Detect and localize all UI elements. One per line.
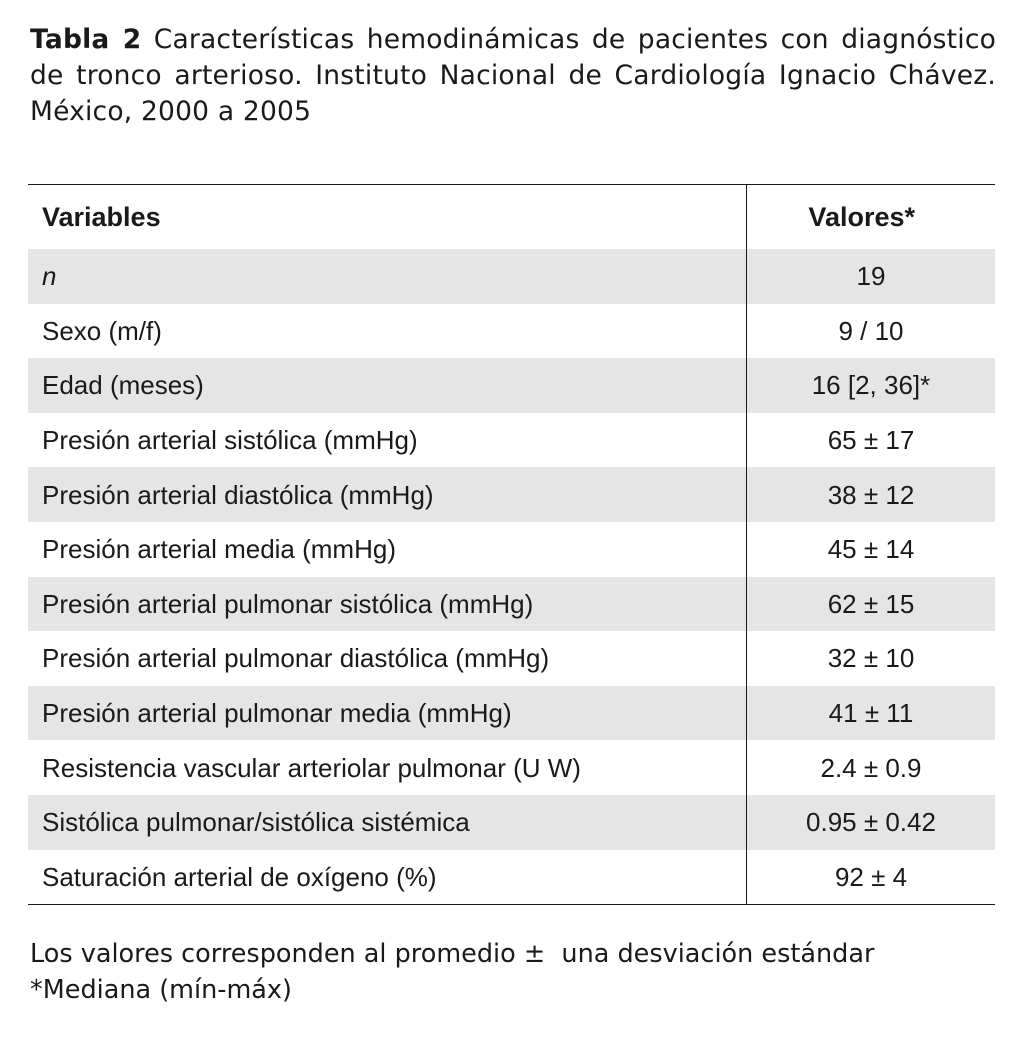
row-value: 62 ± 15 [747,577,996,632]
footnote-line-1: Los valores corresponden al promedio ± una desviación estándar [30,939,875,969]
table-row [28,631,995,686]
row-value: 92 ± 4 [747,850,996,905]
row-variable: Sistólica pulmonar/sistólica sistémica [28,795,747,850]
table-row [28,413,995,468]
row-value: 38 ± 12 [747,467,996,522]
row-value: 65 ± 17 [747,413,996,468]
row-variable: Sexo (m/f) [28,304,747,359]
row-variable: Presión arterial pulmonar sistólica (mmHg) [28,577,747,632]
row-value: 19 [747,249,996,304]
row-value: 9 / 10 [747,304,996,359]
row-variable: Edad (meses) [28,358,747,413]
header-row [28,185,995,249]
table-row [28,358,995,413]
table-row [28,686,995,741]
row-variable: Presión arterial pulmonar diastólica (mmHg) [28,631,747,686]
hemodynamic-table [28,184,995,905]
row-value: 16 [2, 36]* [747,358,996,413]
table-row [28,850,995,905]
table-row [28,795,995,850]
table-row [28,467,995,522]
row-value: 41 ± 11 [747,686,996,741]
row-value: 32 ± 10 [747,631,996,686]
table-row [28,249,995,304]
header-variables: Variables [28,185,747,249]
row-variable: Resistencia vascular arteriolar pulmonar (U W) [28,740,747,795]
table-row [28,577,995,632]
row-variable: n [28,249,747,304]
table-caption [30,22,996,130]
table-row [28,304,995,359]
header-values: Valores* [747,185,996,249]
row-variable: Presión arterial media (mmHg) [28,522,747,577]
table-row [28,522,995,577]
table-footnote [30,936,874,1008]
row-value: 0.95 ± 0.42 [747,795,996,850]
row-value: 2.4 ± 0.9 [747,740,996,795]
caption-label: Tabla 2 [30,24,142,55]
data-table [28,185,995,904]
row-variable: Presión arterial pulmonar media (mmHg) [28,686,747,741]
table-row [28,740,995,795]
caption-text: Características hemodinámicas de pacientes con diagnóstico de tronco arterioso. Instituto Nacional de Cardiología Ignacio Chávez. México, 2000 a 2005 [30,24,996,127]
row-value: 45 ± 14 [747,522,996,577]
row-variable: Saturación arterial de oxígeno (%) [28,850,747,905]
row-variable: Presión arterial sistólica (mmHg) [28,413,747,468]
row-variable: Presión arterial diastólica (mmHg) [28,467,747,522]
footnote-line-2: *Mediana (mín-máx) [30,975,292,1005]
